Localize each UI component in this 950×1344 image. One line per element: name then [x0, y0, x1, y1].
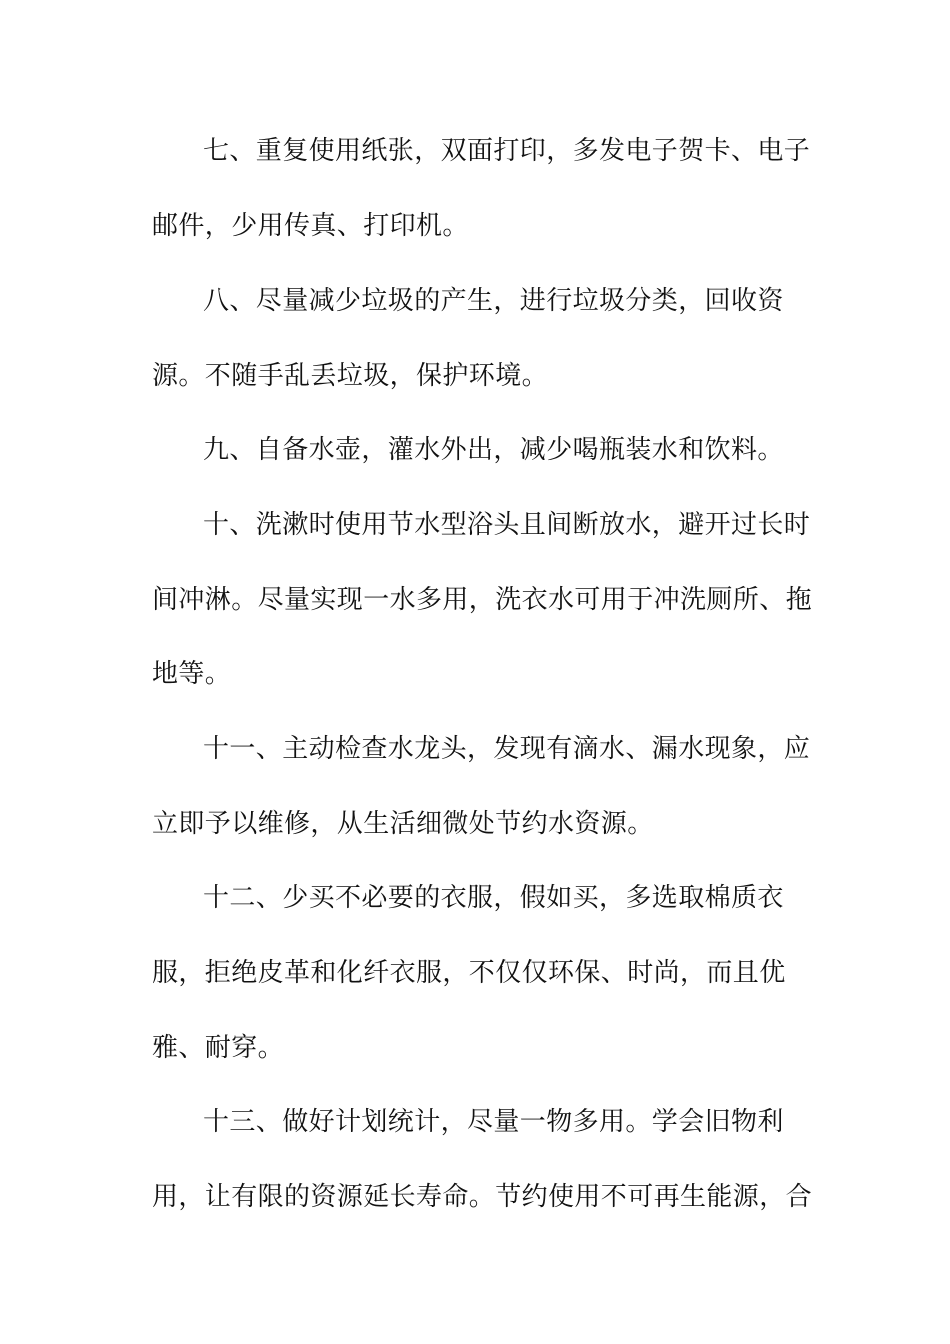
paragraph-13-line-1: 十三、做好计划统计，尽量一物多用。学会旧物利	[203, 1107, 784, 1137]
paragraph-11-line-1: 十一、主动检查水龙头，发现有滴水、漏水现象，应	[203, 734, 811, 764]
paragraph-11-line-2: 立即予以维修，从生活细微处节约水资源。	[152, 809, 654, 839]
paragraph-7-line-2: 邮件，少用传真、打印机。	[152, 211, 469, 241]
paragraph-10-line-1: 十、洗漱时使用节水型浴头且间断放水，避开过长时	[203, 510, 811, 540]
paragraph-8-line-1: 八、尽量减少垃圾的产生，进行垃圾分类，回收资	[203, 286, 784, 316]
paragraph-9-line-1: 九、自备水壶，灌水外出，减少喝瓶装水和饮料。	[203, 435, 784, 465]
paragraph-10-line-2: 间冲淋。尽量实现一水多用，洗衣水可用于冲洗厕所、拖	[152, 585, 813, 615]
paragraph-7-line-1: 七、重复使用纸张，双面打印，多发电子贺卡、电子	[203, 136, 811, 166]
paragraph-12-line-2: 服，拒绝皮革和化纤衣服，不仅仅环保、时尚，而且优	[152, 958, 786, 988]
paragraph-12-line-1: 十二、少买不必要的衣服，假如买，多选取棉质衣	[203, 883, 784, 913]
paragraph-12-line-3: 雅、耐穿。	[152, 1033, 285, 1063]
paragraph-10-line-3: 地等。	[152, 659, 232, 689]
paragraph-13-line-2: 用，让有限的资源延长寿命。节约使用不可再生能源，合	[152, 1182, 813, 1212]
paragraph-8-line-2: 源。不随手乱丢垃圾，保护环境。	[152, 361, 549, 391]
